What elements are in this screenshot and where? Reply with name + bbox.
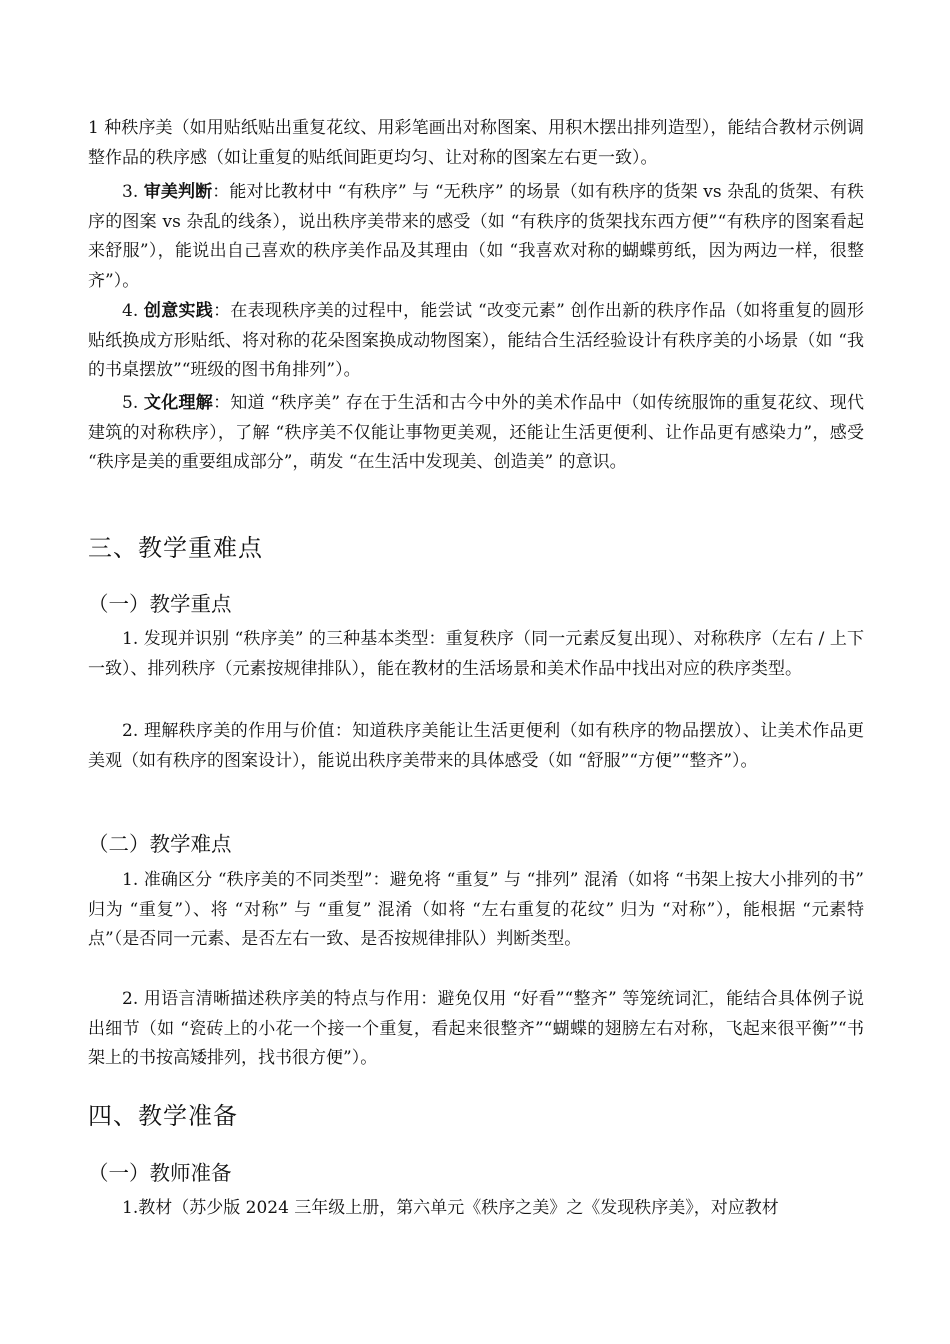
section-heading: 四、教学准备 xyxy=(88,1102,238,1130)
list-item: 1. 准确区分 “秩序美的不同类型”：避免将 “重复” 与 “排列” 混淆（如将 “书架上按大小排列的书” 归为 “重复”）、将 “对称” 与 “重复” 混淆（如将 “左右重复的花纹” 归为 “对称”），能根据 “元素特点”（是否同一元素、是否左右一致、是否按规律排队）判断类型。 xyxy=(88,870,864,949)
objective-cultural-understanding xyxy=(88,389,864,478)
list-item: 1. 发现并识别 “秩序美” 的三种基本类型：重复秩序（同一元素反复出现）、对称秩序（左右 / 上下一致）、排列秩序（元素按规律排队），能在教材的生活场景和美术作品中找出对应的秩序类型。 xyxy=(88,629,864,679)
item-number: 3. xyxy=(122,182,144,202)
list-item: 2. 用语言清晰描述秩序美的特点与作用：避免仅用 “好看”“整齐” 等笼统词汇，能结合具体例子说出细节（如 “瓷砖上的小花一个接一个重复，看起来很整齐”“蝴蝶的翅膀左右对称，飞起来很平衡”“书架上的书按高矮排列，找书很方便”）。 xyxy=(88,989,864,1068)
objective-creative-practice xyxy=(88,297,864,386)
item-keyword: 文化理解 xyxy=(143,393,214,413)
item-text: ：知道 “秩序美” 存在于生活和古今中外的美术作品中（如传统服饰的重复花纹、现代建筑的对称秩序），了解 “秩序美不仅能让事物更美观，还能让生活更便利、让作品更有感染力”，感受 “秩序是美的重要组成部分”，萌发 “在生活中发现美、创造美” 的意识。 xyxy=(88,393,865,472)
subsection-heading: （一）教学重点 xyxy=(88,592,232,616)
objective-aesthetic-judgment xyxy=(88,178,864,296)
item-keyword: 审美判断 xyxy=(143,182,213,202)
item-text: ：在表现秩序美的过程中，能尝试 “改变元素” 创作出新的秩序作品（如将重复的圆形贴纸换成方形贴纸、将对称的花朵图案换成动物图案），能结合生活经验设计有秩序美的小场景（如 “我的书桌摆放”“班级的图书角排列”）。 xyxy=(88,301,865,380)
item-keyword: 创意实践 xyxy=(143,301,214,321)
subsection-heading: （二）教学难点 xyxy=(88,832,232,856)
subsection-heading: （一）教师准备 xyxy=(88,1161,232,1185)
item-text: ：能对比教材中 “有秩序” 与 “无秩序” 的场景（如有秩序的货架 vs 杂乱的货架、有秩序的图案 vs 杂乱的线条），说出秩序美带来的感受（如 “有秩序的货架找东西方便”“有秩序的图案看起来舒服”），能说出自己喜欢的秩序美作品及其理由（如 “我喜欢对称的蝴蝶剪纸，因为两边一样，很整齐”）。 xyxy=(88,182,865,291)
item-number: 4. xyxy=(122,301,144,321)
paragraph-continuation: 1 种秩序美（如用贴纸贴出重复花纹、用彩笔画出对称图案、用积木摆出排列造型），能结合教材示例调整作品的秩序感（如让重复的贴纸间距更均匀、让对称的图案左右更一致）。 xyxy=(88,118,864,168)
list-item: 2. 理解秩序美的作用与价值：知道秩序美能让生活更便利（如有秩序的物品摆放）、让美术作品更美观（如有秩序的图案设计），能说出秩序美带来的具体感受（如 “舒服”“方便”“整齐”）。 xyxy=(88,721,864,771)
list-item: 1.教材（苏少版 2024 三年级上册，第六单元《秩序之美》之《发现秩序美》，对应教材 xyxy=(122,1198,779,1218)
section-heading: 三、教学重难点 xyxy=(88,534,263,562)
item-number: 5. xyxy=(122,393,144,413)
